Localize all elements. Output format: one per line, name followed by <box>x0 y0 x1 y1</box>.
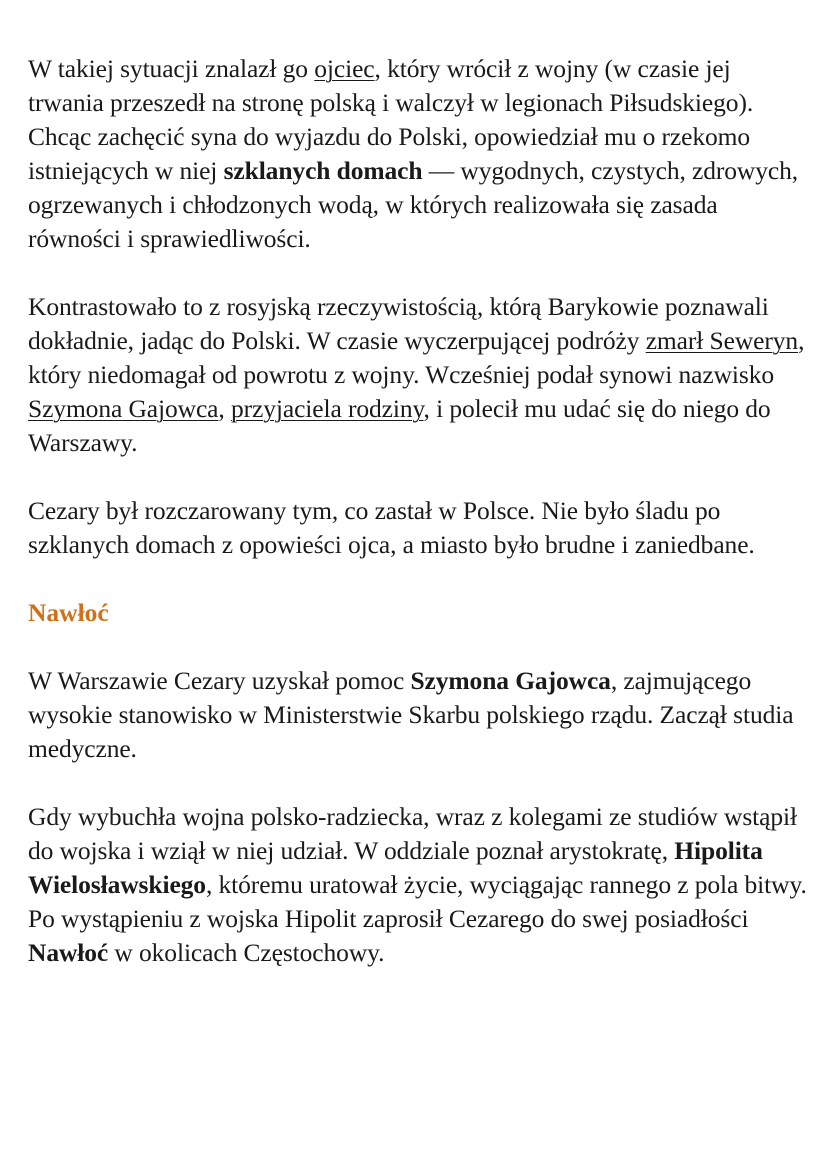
bold-szymona-gajowca: Szymona Gajowca <box>410 666 611 695</box>
bold-hipolita-wieloslawskiego: Hipolita Wielosławskiego <box>28 836 763 899</box>
paragraph-journey: Kontrastowało to z rosyjską rzeczywistością, którą Barykowie poznawali dokładnie, jadąc do Polski. W czasie wyczerpującej podróży zmarł Seweryn, który niedomagał od powrotu z wojny. Wcześniej podał synowi nazwisko Szymona Gajowca, przyjaciela rodziny, i polecił mu udać się do niego do Warszawy. <box>28 292 805 457</box>
document-body <box>28 52 808 970</box>
paragraph-warsaw: W Warszawie Cezary uzyskał pomoc Szymona Gajowca, zajmującego wysokie stanowisko w Ministerstwie Skarbu polskiego rządu. Zaczął studia medyczne. <box>28 666 794 763</box>
link-szymona-gajowca[interactable]: Szymona Gajowca <box>28 394 219 423</box>
paragraph-father-return: W takiej sytuacji znalazł go ojciec, który wrócił z wojny (w czasie jej trwania przeszedł na stronę polską i walczył w legionach Piłsudskiego). Chcąc zachęcić syna do wyjazdu do Polski, opowiedział mu o rzekomo istniejących w niej szklanych domach — wygodnych, czystych, zdrowych, ogrzewanych i chłodzonych wodą, w których realizowała się zasada równości i sprawiedliwości. <box>28 54 799 253</box>
paragraph-war: Gdy wybuchła wojna polsko-radziecka, wraz z kolegami ze studiów wstąpił do wojska i wziął w niej udział. W oddziale poznał arystokratę, Hipolita Wielosławskiego, któremu uratował życie, wyciągając rannego z pola bitwy. Po wystąpieniu z wojska Hipolit zaprosił Cezarego do swej posiadłości Nawłoć w okolicach Częstochowy. <box>28 802 807 967</box>
paragraph-disappointment: Cezary był rozczarowany tym, co zastał w Polsce. Nie było śladu po szklanych domach z opowieści ojca, a miasto było brudne i zaniedbane. <box>28 496 755 559</box>
link-przyjaciela-rodziny[interactable]: przyjaciela rodziny <box>230 394 424 423</box>
bold-nawloc: Nawłoć <box>28 938 109 967</box>
bold-szklane-domy: szklanych domach <box>223 156 423 185</box>
link-zmarl-seweryn[interactable]: zmarł Seweryn <box>645 326 799 355</box>
link-ojciec[interactable]: ojciec <box>314 54 375 83</box>
section-heading-nawloc: Nawłoć <box>28 598 109 627</box>
